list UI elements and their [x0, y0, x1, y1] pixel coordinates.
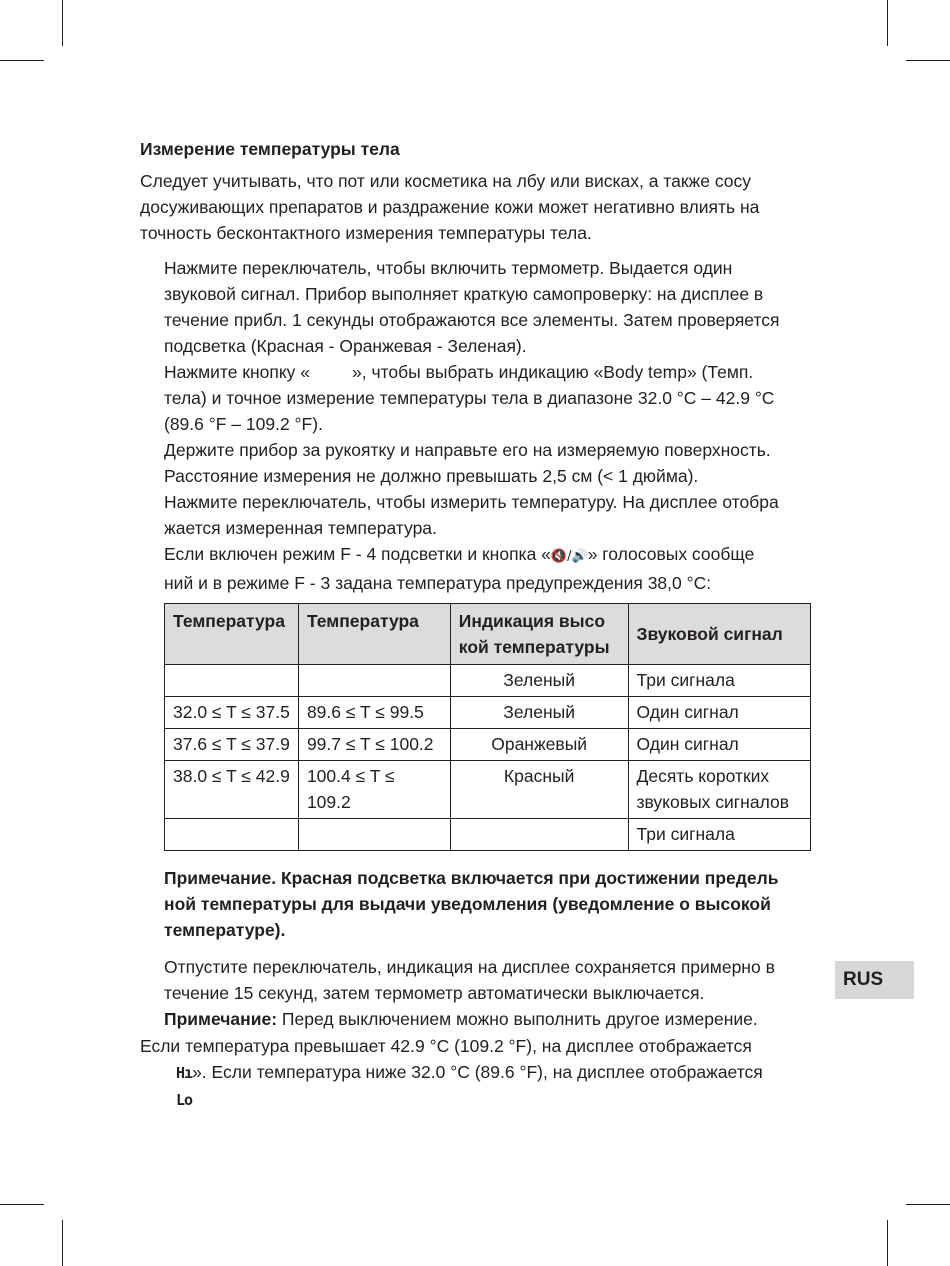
table-cell: Оранжевый: [450, 729, 628, 761]
text-line: [164, 541, 824, 570]
table-cell: 99.7 ≤ T ≤ 100.2: [298, 729, 450, 761]
table-cell: Зеленый: [450, 665, 628, 697]
table-cell: 38.0 ≤ T ≤ 42.9: [165, 761, 299, 819]
text-line: подсветка (Красная - Оранжевая - Зеленая).: [164, 336, 527, 356]
table-row: [165, 729, 811, 761]
column-header: Температура: [298, 604, 450, 665]
closing-paragraph: [164, 954, 824, 1032]
intro-paragraph: [140, 168, 840, 246]
display-symbols-paragraph: [140, 1033, 840, 1113]
text-line: Отпустите переключатель, индикация на дисплее сохраняется примерно в: [164, 957, 775, 977]
text-line: температуре).: [164, 920, 286, 940]
text-fragment: » голосовых сообще: [587, 544, 755, 564]
table-cell: Три сигнала: [628, 819, 811, 851]
crop-mark: [906, 60, 950, 61]
column-header: Звуковой сигнал: [628, 604, 811, 665]
section-heading: Измерение температуры тела: [140, 139, 400, 159]
crop-mark: [62, 1220, 63, 1266]
text-line: Следует учитывать, что пот или косметика на лбу или висках, а также сосу: [140, 171, 752, 191]
text-fragment: Перед выключением можно выполнить другое измерение.: [277, 1009, 758, 1029]
column-header: Температура: [165, 604, 299, 665]
text-line: ной температуры для выдачи уведомления (уведомление о высокой: [164, 894, 771, 914]
table-cell: 89.6 ≤ T ≤ 99.5: [298, 697, 450, 729]
text-line: тела) и точное измерение температуры тела в диапазоне 32.0 °C – 42.9 °C: [164, 388, 775, 408]
language-tab: RUS: [835, 961, 914, 999]
crop-mark: [887, 1220, 888, 1266]
text-line: [140, 1059, 840, 1086]
table-cell: Десять коротких звуковых сигналов: [628, 761, 811, 819]
text-line: течение прибл. 1 секунды отображаются все элементы. Затем проверяется: [164, 310, 780, 330]
text-line: Держите прибор за рукоятку и направьте его на измеряемую поверхность.: [164, 440, 771, 460]
text-line: (89.6 °F – 109.2 °F).: [164, 414, 323, 434]
text-line: Расстояние измерения не должно превышать 2,5 см (< 1 дюйма).: [164, 466, 699, 486]
table-cell: Один сигнал: [628, 729, 811, 761]
text-line: точность бесконтактного измерения температуры тела.: [140, 223, 592, 243]
instructions: [164, 255, 824, 596]
table-cell: [298, 665, 450, 697]
text-line: досуживающих препаратов и раздражение кожи может негативно влиять на: [140, 197, 760, 217]
text-line: Если температура превышает 42.9 °C (109.2 °F), на дисплее отображается: [140, 1036, 752, 1056]
text-line: звуковой сигнал. Прибор выполняет краткую самопроверку: на дисплее в: [164, 284, 764, 304]
note-label: Примечание:: [164, 1009, 278, 1029]
bold-note: [164, 865, 779, 943]
table-row: [165, 819, 811, 851]
table-cell: [450, 819, 628, 851]
lo-display-symbol: Lo: [176, 1091, 193, 1109]
text-line: [140, 1086, 840, 1113]
table-cell: [298, 819, 450, 851]
crop-mark: [0, 60, 44, 61]
table-row: [165, 697, 811, 729]
text-line: Примечание. Красная подсветка включается при достижении предель: [164, 868, 779, 888]
table-row: [165, 665, 811, 697]
table-cell: Зеленый: [450, 697, 628, 729]
table-row: [165, 761, 811, 819]
crop-mark: [906, 1204, 950, 1205]
text-fragment: Нажмите кнопку «: [164, 362, 311, 382]
table-cell: Красный: [450, 761, 628, 819]
text-fragment: », чтобы выбрать индикацию «Body temp» (Темп.: [352, 362, 754, 382]
crop-mark: [887, 0, 888, 46]
crop-mark: [62, 0, 63, 46]
column-header: Индикация высо кой температуры: [450, 604, 628, 665]
text-line: [164, 1006, 824, 1032]
temperature-table: [164, 603, 811, 851]
table-cell: 32.0 ≤ T ≤ 37.5: [165, 697, 299, 729]
text-line: [164, 359, 824, 385]
table-cell: 37.6 ≤ T ≤ 37.9: [165, 729, 299, 761]
hi-display-symbol: Hı: [176, 1064, 193, 1082]
table-cell: Три сигнала: [628, 665, 811, 697]
text-fragment: Если включен режим F - 4 подсветки и кнопка «: [164, 544, 551, 564]
crop-mark: [0, 1204, 44, 1205]
text-line: Нажмите переключатель, чтобы измерить температуру. На дисплее отобра: [164, 492, 779, 512]
table-cell: 100.4 ≤ T ≤ 109.2: [298, 761, 450, 819]
text-line: ний и в режиме F - 3 задана температура предупреждения 38,0 °C:: [164, 573, 712, 593]
text-line: жается измеренная температура.: [164, 518, 437, 538]
table-cell: Один сигнал: [628, 697, 811, 729]
table-cell: [165, 665, 299, 697]
text-line: течение 15 секунд, затем термометр автоматически выключается.: [164, 983, 705, 1003]
text-fragment: ». Если температура ниже 32.0 °C (89.6 °F), на дисплее отображается: [192, 1062, 763, 1082]
text-line: Нажмите переключатель, чтобы включить термометр. Выдается один: [164, 258, 733, 278]
table-header-row: [165, 604, 811, 665]
table-cell: [165, 819, 299, 851]
speaker-mute-icon: 🔇/🔊: [550, 549, 588, 564]
